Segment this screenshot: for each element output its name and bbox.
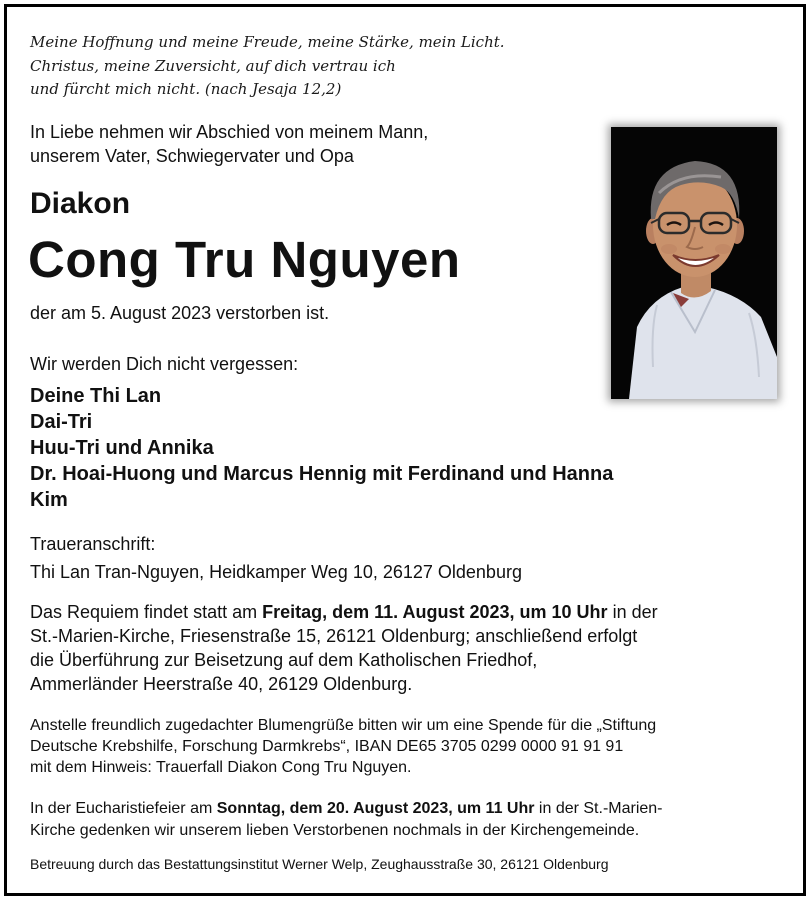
requiem-line: Ammerländer Heerstraße 40, 26129 Oldenburg. xyxy=(30,674,413,694)
requiem-info xyxy=(30,600,800,696)
remember-line: Wir werden Dich nicht vergessen: xyxy=(30,354,299,374)
mourning-address-label: Traueranschrift: xyxy=(30,534,156,554)
donation-line: Anstelle freundlich zugedachter Blumengrüße bitten wir um eine Spende für die „Stiftung xyxy=(30,717,657,734)
portrait-photo xyxy=(611,127,777,399)
memorial-mass-info xyxy=(30,798,663,842)
intro-line: In Liebe nehmen wir Abschied von meinem Mann, xyxy=(30,122,429,142)
mourner-name: Huu-Tri und Annika xyxy=(30,437,214,459)
deceased-name: Cong Tru Nguyen xyxy=(28,231,461,288)
undertaker-info: Betreuung durch das Bestattungsinstitut Werner Welp, Zeughausstraße 30, 26121 Oldenburg xyxy=(30,856,609,872)
obituary-notice xyxy=(4,4,806,896)
requiem-line: St.-Marien-Kirche, Friesenstraße 15, 26121 Oldenburg; anschließend erfolgt xyxy=(30,626,638,646)
requiem-line xyxy=(30,600,800,624)
donation-info xyxy=(30,715,656,778)
deceased-honorific: Diakon xyxy=(30,187,131,220)
mourner-name: Dr. Hoai-Huong und Marcus Hennig mit Ferdinand und Hanna xyxy=(30,463,614,485)
mourning-address: Thi Lan Tran-Nguyen, Heidkamper Weg 10, 26127 Oldenburg xyxy=(30,562,522,582)
mourner-name: Deine Thi Lan xyxy=(30,385,162,407)
death-date-line: der am 5. August 2023 verstorben ist. xyxy=(30,303,330,323)
requiem-text: in der xyxy=(607,602,658,622)
mass-text: In der Eucharistiefeier am xyxy=(30,800,217,817)
mass-line xyxy=(30,798,663,820)
requiem-date: Freitag, dem 11. August 2023, um 10 Uhr xyxy=(262,602,608,622)
mourner-name: Kim xyxy=(30,489,68,511)
portrait-illustration xyxy=(611,127,777,399)
verse-line: Meine Hoffnung und meine Freude, meine Stärke, mein Licht. xyxy=(30,33,505,51)
requiem-text: Das Requiem findet statt am xyxy=(30,602,263,622)
bible-verse xyxy=(30,31,590,102)
intro-line: unserem Vater, Schwiegervater und Opa xyxy=(30,146,354,166)
verse-line: und fürcht mich nicht. (nach Jesaja 12,2) xyxy=(30,80,342,98)
intro-text xyxy=(30,120,428,168)
donation-line: mit dem Hinweis: Trauerfall Diakon Cong Tru Nguyen. xyxy=(30,759,412,776)
mourner-name: Dai-Tri xyxy=(30,411,93,433)
verse-line: Christus, meine Zuversicht, auf dich vertrau ich xyxy=(30,56,396,75)
requiem-line: die Überführung zur Beisetzung auf dem Katholischen Friedhof, xyxy=(30,650,538,670)
donation-line: Deutsche Krebshilfe, Forschung Darmkrebs“, IBAN DE65 3705 0299 0000 91 91 91 xyxy=(30,738,624,755)
mourners-list xyxy=(30,383,613,513)
mass-date: Sonntag, dem 20. August 2023, um 11 Uhr xyxy=(216,800,535,817)
mass-line: Kirche gedenken wir unserem lieben Verstorbenen nochmals in der Kirchengemeinde. xyxy=(30,822,640,839)
mass-text: in der St.-Marien- xyxy=(534,800,663,817)
